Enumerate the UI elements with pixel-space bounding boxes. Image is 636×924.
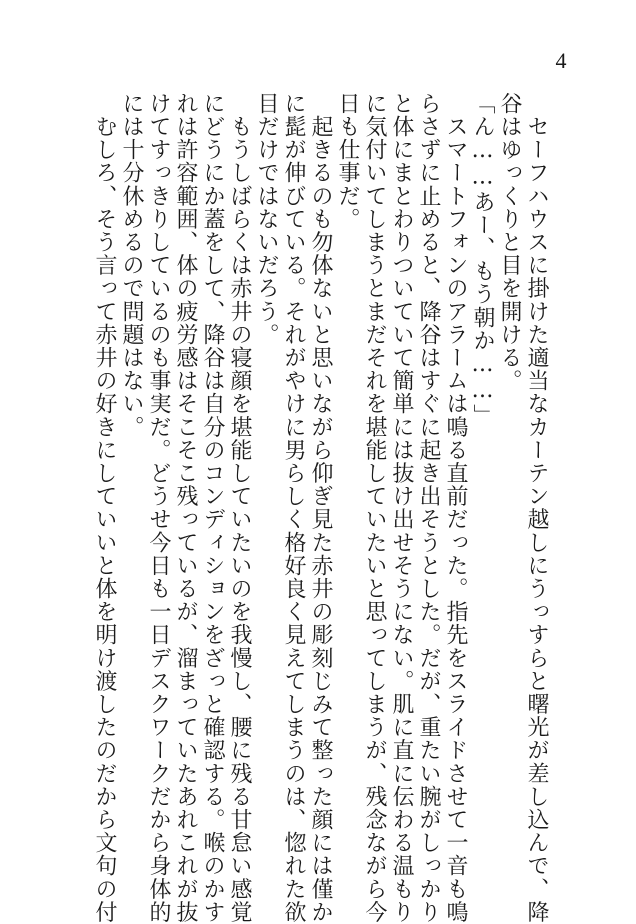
text-line: セーフハウスに掛けた適当なカーテン越しにうっすらと曙光が差し込んで、降 bbox=[524, 92, 549, 924]
text-line: 起きるのも勿体ないと思いながら仰ぎ見た赤井の彫刻じみて整った顔には僅か bbox=[308, 92, 333, 924]
page-number: 4 bbox=[555, 48, 567, 73]
text-line: 谷はゆっくりと目を開ける。 bbox=[497, 92, 522, 393]
text-line: 日も仕事だ。 bbox=[335, 92, 360, 231]
body-text bbox=[92, 92, 550, 924]
text-line: れは許容範囲、体の疲労感はそこそこ残っているが、溜まっていたあれこれが抜 bbox=[173, 92, 198, 924]
text-line: に髭が伸びている。それがやけに男らしく格好良く見えてしまうのは、惚れた欲 bbox=[281, 92, 306, 924]
text-line: もうしばらくは赤井の寝顔を堪能していたいのを我慢し、腰に残る甘怠い感覚 bbox=[227, 92, 252, 924]
text-line: スマートフォンのアラームは鳴る直前だった。指先をスライドさせて一音も鳴 bbox=[443, 92, 468, 924]
text-line: らさずに止めると、降谷はすぐに起き出そうとした。だが、重たい腕がしっかり bbox=[416, 92, 441, 924]
text-line: にどうにか蓋をして、降谷は自分のコンディションをざっと確認する。喉のかす bbox=[200, 92, 225, 924]
text-line: けてすっきりしているのも事実だ。どうせ今日も一日デスクワークだから身体的 bbox=[146, 92, 171, 924]
text-line: と体にまとわりついていて簡単には抜け出せそうにない。肌に直に伝わる温もり bbox=[389, 92, 414, 924]
text-line: に気付いてしまうとまだそれを堪能していたいと思ってしまうが、残念ながら今 bbox=[362, 92, 387, 924]
text-line: 目だけではないだろう。 bbox=[254, 92, 279, 347]
text-line: むしろ、そう言って赤井の好きにしていいと体を明け渡したのだから文句の付 bbox=[92, 92, 117, 924]
text-line: には十分休めるので問題はない。 bbox=[119, 92, 144, 439]
text-line: 「ん……あー、もう朝か……」 bbox=[470, 92, 495, 428]
